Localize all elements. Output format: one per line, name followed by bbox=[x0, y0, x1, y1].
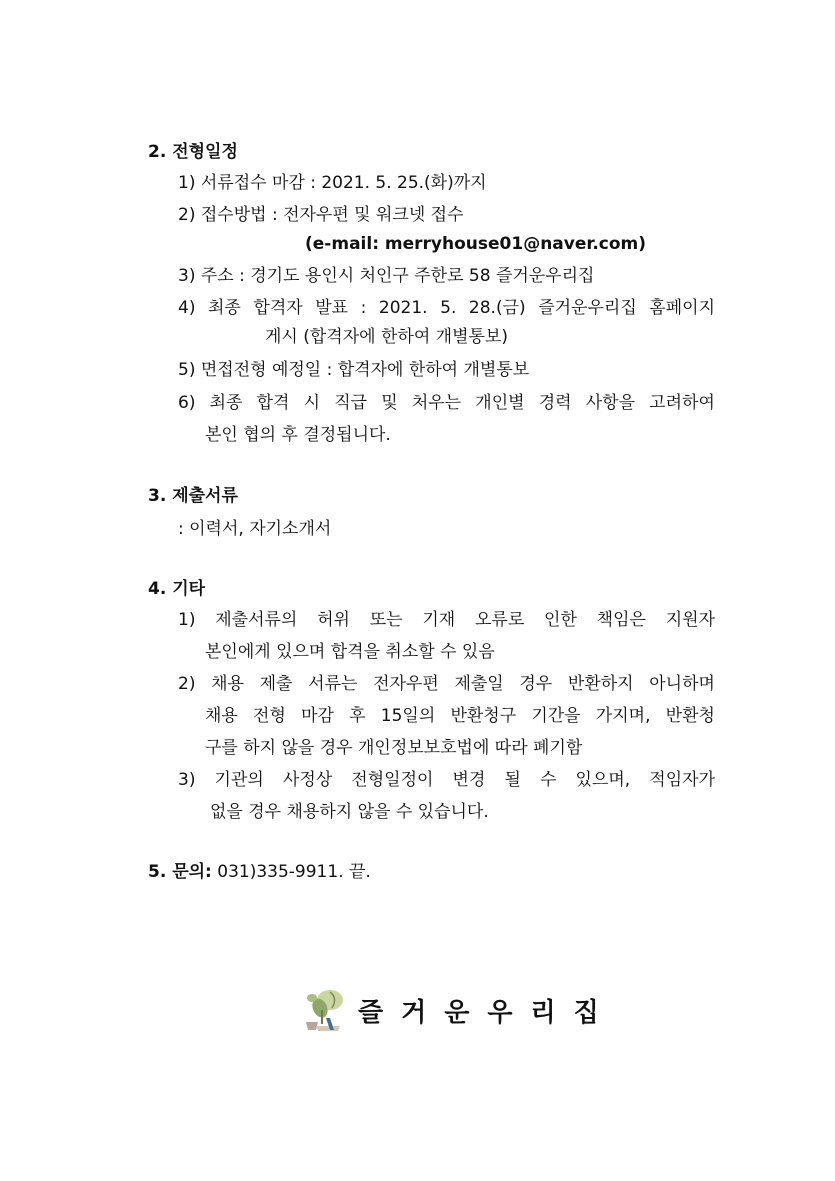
schedule-item-2: 2) 접수방법 : 전자우편 및 워크넷 접수 bbox=[178, 205, 464, 225]
word: 변경 bbox=[452, 770, 486, 790]
etc-item-2 bbox=[178, 673, 715, 695]
word: 합격자 bbox=[253, 298, 303, 318]
word: 지원자 bbox=[665, 610, 715, 630]
word: 4) bbox=[178, 298, 196, 318]
inquiry-phone: 031)335-9911. 끝. bbox=[211, 862, 371, 882]
word: 제출서류의 bbox=[215, 610, 298, 630]
word: 채용 bbox=[205, 706, 238, 726]
word: 반환청구 bbox=[450, 706, 517, 726]
schedule-item-4 bbox=[178, 297, 715, 319]
word: 즐거운우리집 bbox=[538, 298, 637, 318]
word: 마감 bbox=[301, 706, 334, 726]
schedule-item-6 bbox=[178, 392, 715, 414]
word: 최종 bbox=[209, 393, 243, 413]
etc-item-1-continued: 본인에게 있으며 합격을 취소할 수 있음 bbox=[205, 642, 495, 662]
word: 28.(금) bbox=[468, 298, 526, 318]
word: 5. bbox=[440, 298, 457, 318]
word: 15일의 bbox=[380, 706, 436, 726]
word: 기관의 bbox=[214, 770, 264, 790]
section2-title: 2. 전형일정 bbox=[148, 142, 238, 162]
word: 6) bbox=[178, 393, 196, 413]
word: 개인별 bbox=[475, 393, 525, 413]
word: 2021. bbox=[378, 298, 428, 318]
word: 아니하며 bbox=[649, 674, 715, 694]
documents-list: : 이력서, 자기소개서 bbox=[178, 519, 332, 539]
inquiry-label: 5. 문의: bbox=[148, 862, 212, 882]
schedule-item-6-continued: 본인 협의 후 결정됩니다. bbox=[205, 425, 391, 445]
word: 책임은 bbox=[596, 610, 646, 630]
word: 적임자가 bbox=[649, 770, 715, 790]
word: 전형일정이 bbox=[351, 770, 434, 790]
etc-item-3 bbox=[178, 769, 715, 791]
word: 1) bbox=[178, 610, 196, 630]
logo bbox=[300, 988, 617, 1032]
word: 기간을 bbox=[531, 706, 581, 726]
word: 2) bbox=[178, 674, 196, 694]
word: 채용 bbox=[211, 674, 244, 694]
word: 경력 bbox=[538, 393, 572, 413]
word: 후 bbox=[349, 706, 366, 726]
inquiry-line bbox=[148, 861, 371, 883]
etc-item-3-continued: 없을 경우 채용하지 않을 수 있습니다. bbox=[210, 802, 489, 822]
word: 사정상 bbox=[282, 770, 333, 790]
etc-item-2-continued-2: 구를 하지 않을 경우 개인정보보호법에 따라 폐기함 bbox=[205, 738, 583, 758]
word: 서류는 bbox=[308, 674, 358, 694]
word: 처우는 bbox=[411, 393, 462, 413]
word: 가지며, bbox=[595, 706, 651, 726]
word: 또는 bbox=[369, 610, 403, 630]
word: 수 bbox=[540, 770, 557, 790]
word: 될 bbox=[504, 770, 521, 790]
logo-text: 즐거운우리집 bbox=[358, 997, 617, 1028]
schedule-item-5: 5) 면접전형 예정일 : 합격자에 한하여 개별통보 bbox=[178, 360, 530, 380]
word: 제출 bbox=[259, 674, 293, 694]
word: 및 bbox=[381, 393, 398, 413]
word: 경우 bbox=[519, 674, 553, 694]
schedule-item-4-continued: 게시 (합격자에 한하여 개별통보) bbox=[265, 327, 508, 347]
word: 전형 bbox=[253, 706, 286, 726]
schedule-item-3: 3) 주소 : 경기도 용인시 처인구 주한로 58 즐거운우리집 bbox=[178, 266, 595, 286]
word: 허위 bbox=[317, 610, 350, 630]
word: 직급 bbox=[334, 393, 368, 413]
word: 최종 bbox=[208, 298, 241, 318]
etc-item-2-continued-1 bbox=[205, 705, 715, 727]
word: 인한 bbox=[544, 610, 577, 630]
section4-title: 4. 기타 bbox=[148, 579, 206, 599]
word: 반환청 bbox=[665, 706, 715, 726]
word: 반환하지 bbox=[567, 674, 634, 694]
word: 3) bbox=[178, 770, 196, 790]
word: 오류로 bbox=[474, 610, 525, 630]
word: 전자우편 bbox=[373, 674, 439, 694]
word: 사항을 bbox=[585, 393, 636, 413]
word: 기재 bbox=[422, 610, 456, 630]
word: 제출일 bbox=[454, 674, 504, 694]
contact-email: (e-mail: merryhouse01@naver.com) bbox=[305, 234, 647, 254]
etc-item-1 bbox=[178, 609, 715, 631]
word: : bbox=[360, 298, 367, 318]
word: 있으며, bbox=[575, 770, 631, 790]
word: 홈페이지 bbox=[649, 298, 715, 318]
word: 합격 bbox=[256, 393, 290, 413]
section3-title: 3. 제출서류 bbox=[148, 486, 238, 506]
plant-logo-icon bbox=[300, 988, 348, 1032]
word: 발표 bbox=[315, 298, 349, 318]
schedule-item-1: 1) 서류접수 마감 : 2021. 5. 25.(화)까지 bbox=[178, 173, 487, 193]
word: 시 bbox=[303, 393, 321, 413]
word: 고려하여 bbox=[649, 393, 715, 413]
